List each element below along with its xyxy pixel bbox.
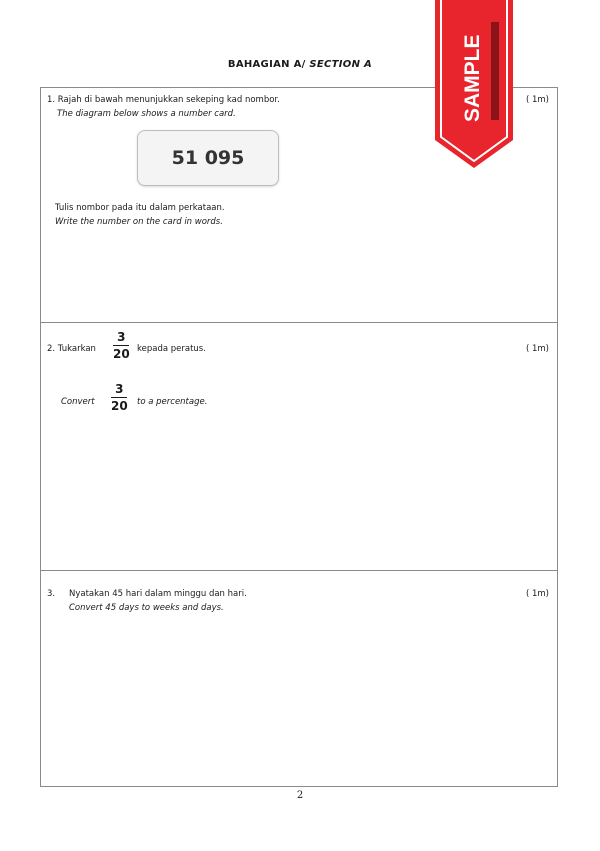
sample-label: SAMPLE [461,34,484,122]
question-1-english: The diagram below shows a number card. [57,109,236,119]
question-1-instruction-english: Write the number on the card in words. [55,217,223,227]
question-3-number: 3. [47,589,56,599]
question-1-marks: ( 1m) [525,95,549,105]
fraction-3-20-malay [113,330,130,361]
sample-watermark-ribbon [435,0,513,170]
question-2 [41,323,557,571]
fraction-numerator: 3 [117,330,126,344]
section-heading-malay: BAHAGIAN A/ [227,59,306,70]
answer-sheet [40,87,558,787]
question-2-malay-before: 2. Tukarkan [47,344,96,354]
sample-ribbon-graphic [435,0,513,170]
question-1-malay: 1. Rajah di bawah menunjukkan sekeping kad nombor. [47,95,280,105]
question-3-marks: ( 1m) [525,589,549,599]
fraction-bar [111,397,127,398]
section-heading-english: SECTION A [309,59,373,70]
fraction-denominator: 20 [111,399,128,413]
question-3 [41,571,557,786]
question-2-english-before: Convert [61,397,95,407]
page-number: 2 [296,790,304,801]
question-3-malay: Nyatakan 45 hari dalam minggu dan hari. [69,589,247,599]
question-1-instruction-malay: Tulis nombor pada itu dalam perkataan. [55,203,225,213]
question-2-malay-after: kepada peratus. [137,344,206,354]
question-2-marks: ( 1m) [525,344,549,354]
question-2-english-after: to a percentage. [137,397,208,407]
question-3-english: Convert 45 days to weeks and days. [69,603,224,613]
fraction-3-20-english [111,382,128,413]
fraction-numerator: 3 [115,382,124,396]
fraction-denominator: 20 [113,347,130,361]
number-card-value: 51 095 [171,147,245,169]
number-card [137,130,279,186]
fraction-bar [113,345,129,346]
